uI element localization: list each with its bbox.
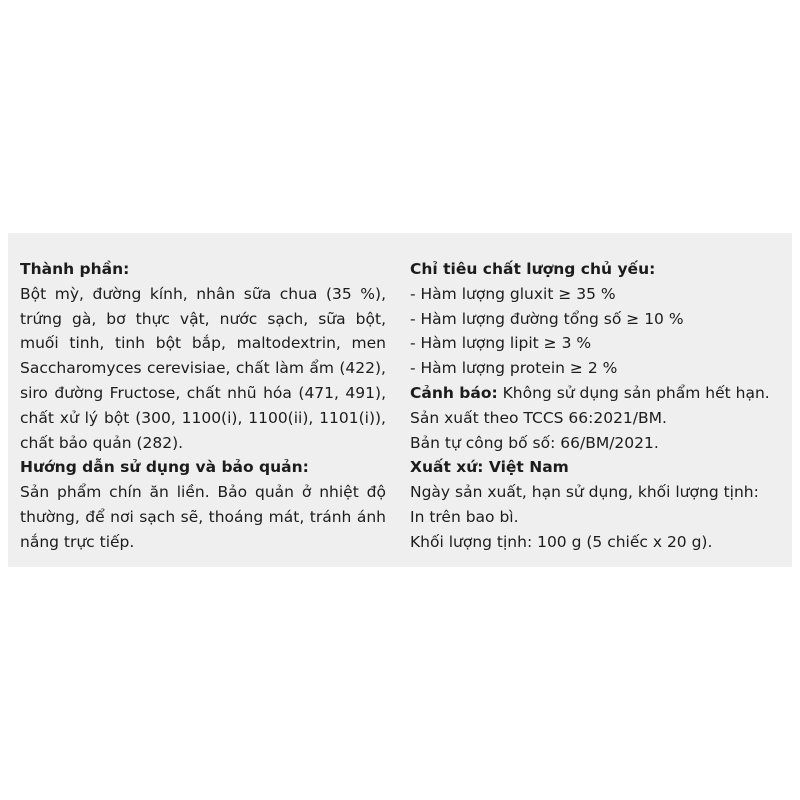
quality-item-protein: - Hàm lượng protein ≥ 2 % [410, 359, 618, 378]
quality-item-gluxit: - Hàm lượng gluxit ≥ 35 % [410, 284, 616, 303]
usage-text: Sản phẩm chín ăn liền. Bảo quản ở nhiệt độ thường, để nơi sạch sẽ, thoáng mát, tránh ánh nắng trực tiếp. [20, 483, 386, 551]
right-column [410, 257, 782, 555]
product-label-panel [8, 233, 792, 567]
quality-item-sugar: - Hàm lượng đường tổng số ≥ 10 % [410, 309, 684, 328]
date-line-1: Ngày sản xuất, hạn sử dụng, khối lượng tịnh: [410, 483, 759, 502]
ingredients-heading: Thành phần: [20, 260, 130, 278]
net-weight-text: Khối lượng tịnh: 100 g (5 chiếc x 20 g). [410, 532, 713, 551]
origin-text: Xuất xứ: Việt Nam [410, 458, 569, 477]
warning-label: Cảnh báo: [410, 383, 498, 402]
declaration-text: Bản tự công bố số: 66/BM/2021. [410, 433, 659, 452]
usage-heading: Hướng dẫn sử dụng và bảo quản: [20, 458, 309, 477]
quality-heading: Chỉ tiêu chất lượng chủ yếu: [410, 260, 656, 278]
left-column [20, 257, 386, 555]
standard-text: Sản xuất theo TCCS 66:2021/BM. [410, 408, 667, 427]
warning-line [410, 381, 782, 406]
warning-text: Không sử dụng sản phẩm hết hạn. [497, 383, 770, 402]
date-line-2: In trên bao bì. [410, 507, 519, 526]
quality-item-lipit: - Hàm lượng lipit ≥ 3 % [410, 334, 592, 353]
ingredients-text: Bột mỳ, đường kính, nhân sữa chua (35 %), trứng gà, bơ thực vật, nước sạch, sữa bột, muối tinh, tinh bột bắp, maltodextrin, men Saccharomyces cerevisiae, chất làm ẩm (422), siro đường Fructose, chất nhũ hóa (471, 491), chất xử lý bột (300, 1100(i), 1100(ii), 1101(i)), chất bảo quản (282). [20, 284, 386, 452]
